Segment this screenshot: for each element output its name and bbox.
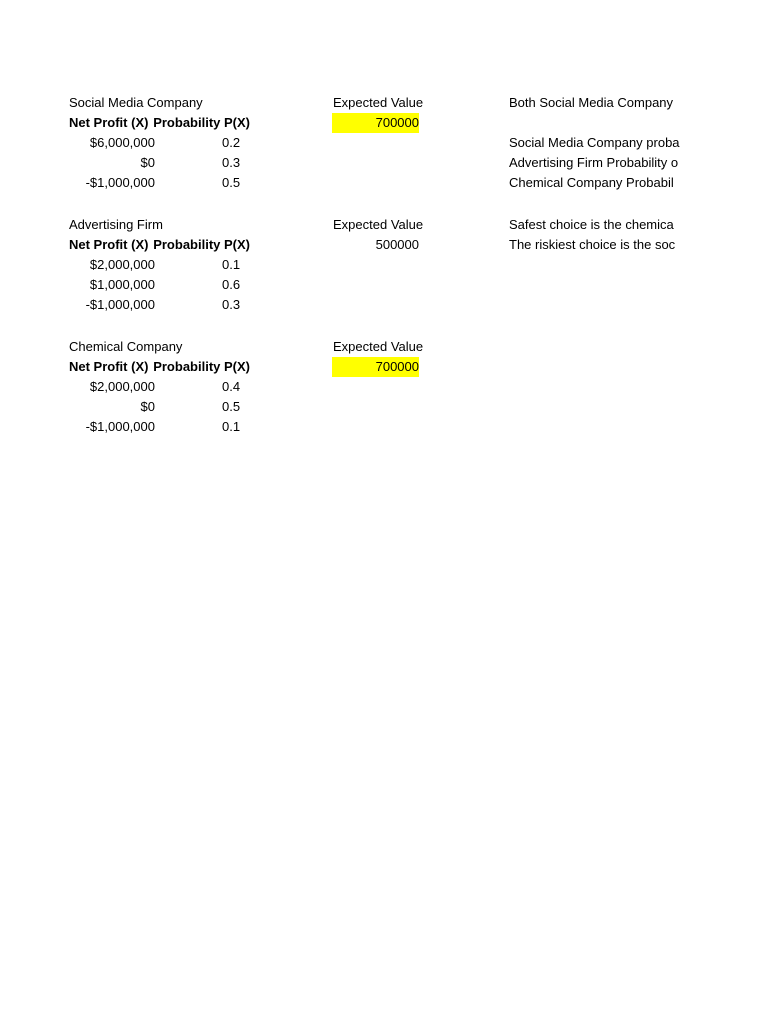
note-text: Social Media Company proba (509, 135, 680, 150)
net-profit-cell: $1,000,000 (89, 277, 155, 292)
note-text: The riskiest choice is the soc (509, 237, 676, 252)
net-profit-cell: -$1,000,000 (85, 175, 155, 190)
expected-value-cell-chemical: 700000 (332, 357, 419, 377)
header-probability: Probability P(X) (153, 359, 250, 374)
probability-cell: 0.3 (222, 155, 241, 170)
note-text: Safest choice is the chemica (509, 217, 674, 232)
header-net-profit: Net Profit (X) (69, 237, 149, 252)
expected-value-label: Expected Value (333, 217, 424, 232)
probability-cell: 0.4 (222, 379, 241, 394)
note-text: Advertising Firm Probability o (509, 155, 679, 170)
expected-value-label: Expected Value (333, 95, 424, 110)
note-text: Chemical Company Probabil (509, 175, 674, 190)
net-profit-cell: $6,000,000 (89, 135, 155, 150)
net-profit-cell: -$1,000,000 (85, 297, 155, 312)
expected-value-cell-social-media: 700000 (332, 113, 419, 133)
net-profit-cell: $0 (140, 399, 155, 414)
net-profit-cell: -$1,000,000 (85, 419, 155, 434)
probability-cell: 0.3 (222, 297, 241, 312)
expected-value-cell-advertising: 500000 (375, 237, 419, 252)
probability-cell: 0.1 (222, 419, 241, 434)
probability-cell: 0.1 (222, 257, 241, 272)
header-net-profit: Net Profit (X) (69, 115, 149, 130)
header-net-profit: Net Profit (X) (69, 359, 149, 374)
company-name-social-media: Social Media Company (69, 95, 203, 110)
probability-cell: 0.2 (222, 135, 241, 150)
note-text: Both Social Media Company (509, 95, 674, 110)
net-profit-cell: $0 (140, 155, 155, 170)
net-profit-cell: $2,000,000 (89, 257, 155, 272)
company-name-chemical: Chemical Company (69, 339, 183, 354)
header-probability: Probability P(X) (153, 237, 250, 252)
header-probability: Probability P(X) (153, 115, 250, 130)
net-profit-cell: $2,000,000 (89, 379, 155, 394)
probability-cell: 0.6 (222, 277, 241, 292)
probability-cell: 0.5 (222, 399, 241, 414)
expected-value-label: Expected Value (333, 339, 424, 354)
probability-cell: 0.5 (222, 175, 241, 190)
company-name-advertising: Advertising Firm (69, 217, 163, 232)
